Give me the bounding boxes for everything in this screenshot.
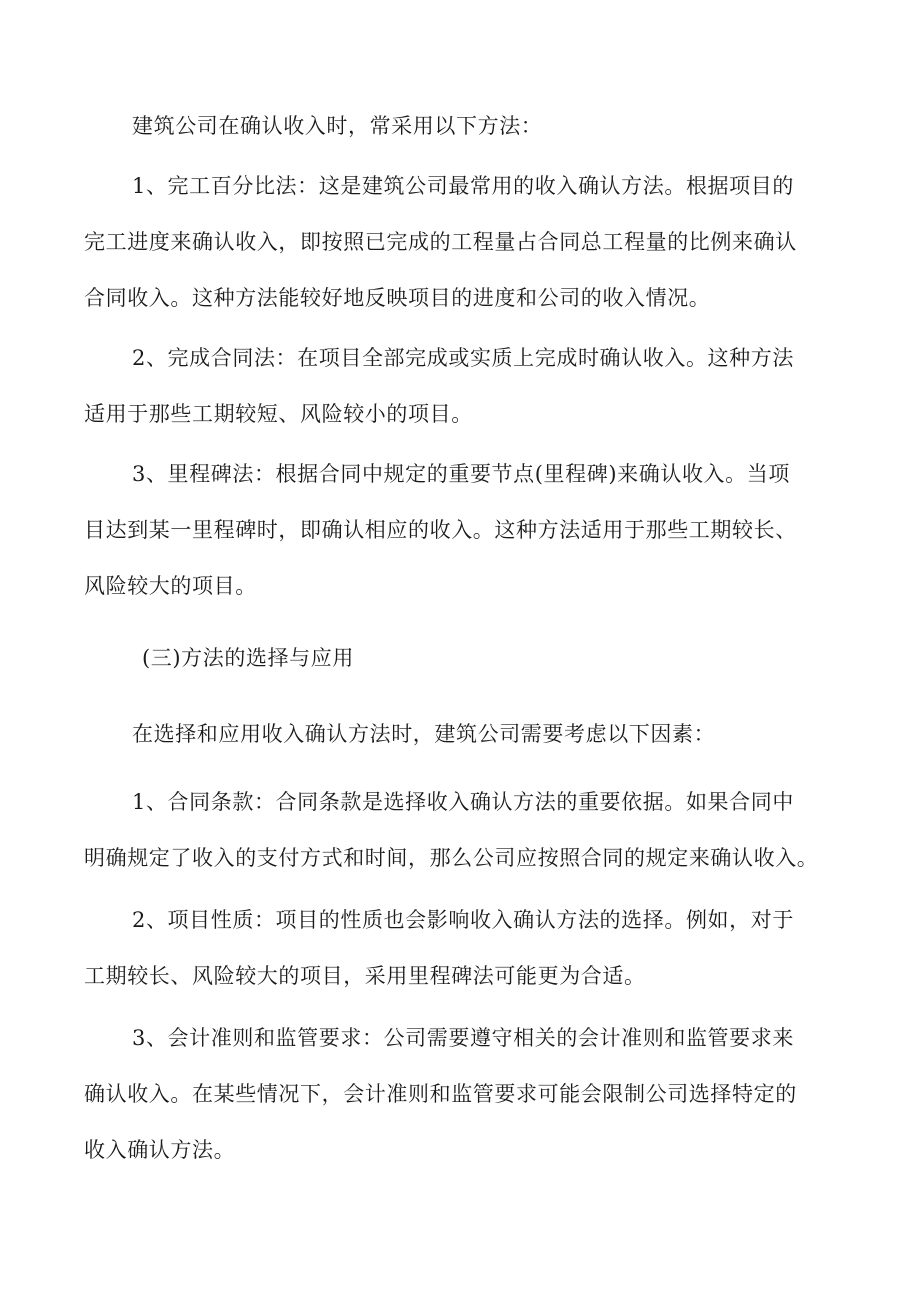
method2-line-2: 适用于那些工期较短、风险较小的项目。 bbox=[84, 402, 473, 426]
factor3-line-1: 3、会计准则和监管要求：公司需要遵守相关的会计准则和监管要求来 bbox=[132, 1026, 794, 1050]
factor1-line-1: 1、合同条款：合同条款是选择收入确认方法的重要依据。如果合同中 bbox=[132, 790, 794, 814]
section-heading: (三)方法的选择与应用 bbox=[142, 646, 354, 670]
factor3-line-3: 收入确认方法。 bbox=[84, 1138, 236, 1162]
factor2-line-1: 2、项目性质：项目的性质也会影响收入确认方法的选择。例如，对于 bbox=[132, 908, 794, 932]
factor3-line-2: 确认收入。在某些情况下，会计准则和监管要求可能会限制公司选择特定的 bbox=[84, 1082, 797, 1106]
method1-line-3: 合同收入。这种方法能较好地反映项目的进度和公司的收入情况。 bbox=[84, 286, 711, 310]
method1-line-2: 完工进度来确认收入，即按照已完成的工程量占合同总工程量的比例来确认 bbox=[84, 230, 797, 254]
method3-line-1: 3、里程碑法：根据合同中规定的重要节点(里程碑)来确认收入。当项 bbox=[132, 462, 790, 486]
method3-line-2: 目达到某一里程碑时，即确认相应的收入。这种方法适用于那些工期较长、 bbox=[84, 518, 797, 542]
method1-line-1: 1、完工百分比法：这是建筑公司最常用的收入确认方法。根据项目的 bbox=[132, 174, 794, 198]
method2-line-1: 2、完成合同法：在项目全部完成或实质上完成时确认收入。这种方法 bbox=[132, 346, 794, 370]
factor2-line-2: 工期较长、风险较大的项目，采用里程碑法可能更为合适。 bbox=[84, 964, 646, 988]
factors-intro-paragraph: 在选择和应用收入确认方法时，建筑公司需要考虑以下因素： bbox=[132, 722, 716, 746]
method3-line-3: 风险较大的项目。 bbox=[84, 574, 257, 598]
intro-paragraph: 建筑公司在确认收入时，常采用以下方法： bbox=[132, 114, 543, 138]
factor1-line-2: 明确规定了收入的支付方式和时间，那么公司应按照合同的规定来确认收入。 bbox=[84, 846, 819, 870]
